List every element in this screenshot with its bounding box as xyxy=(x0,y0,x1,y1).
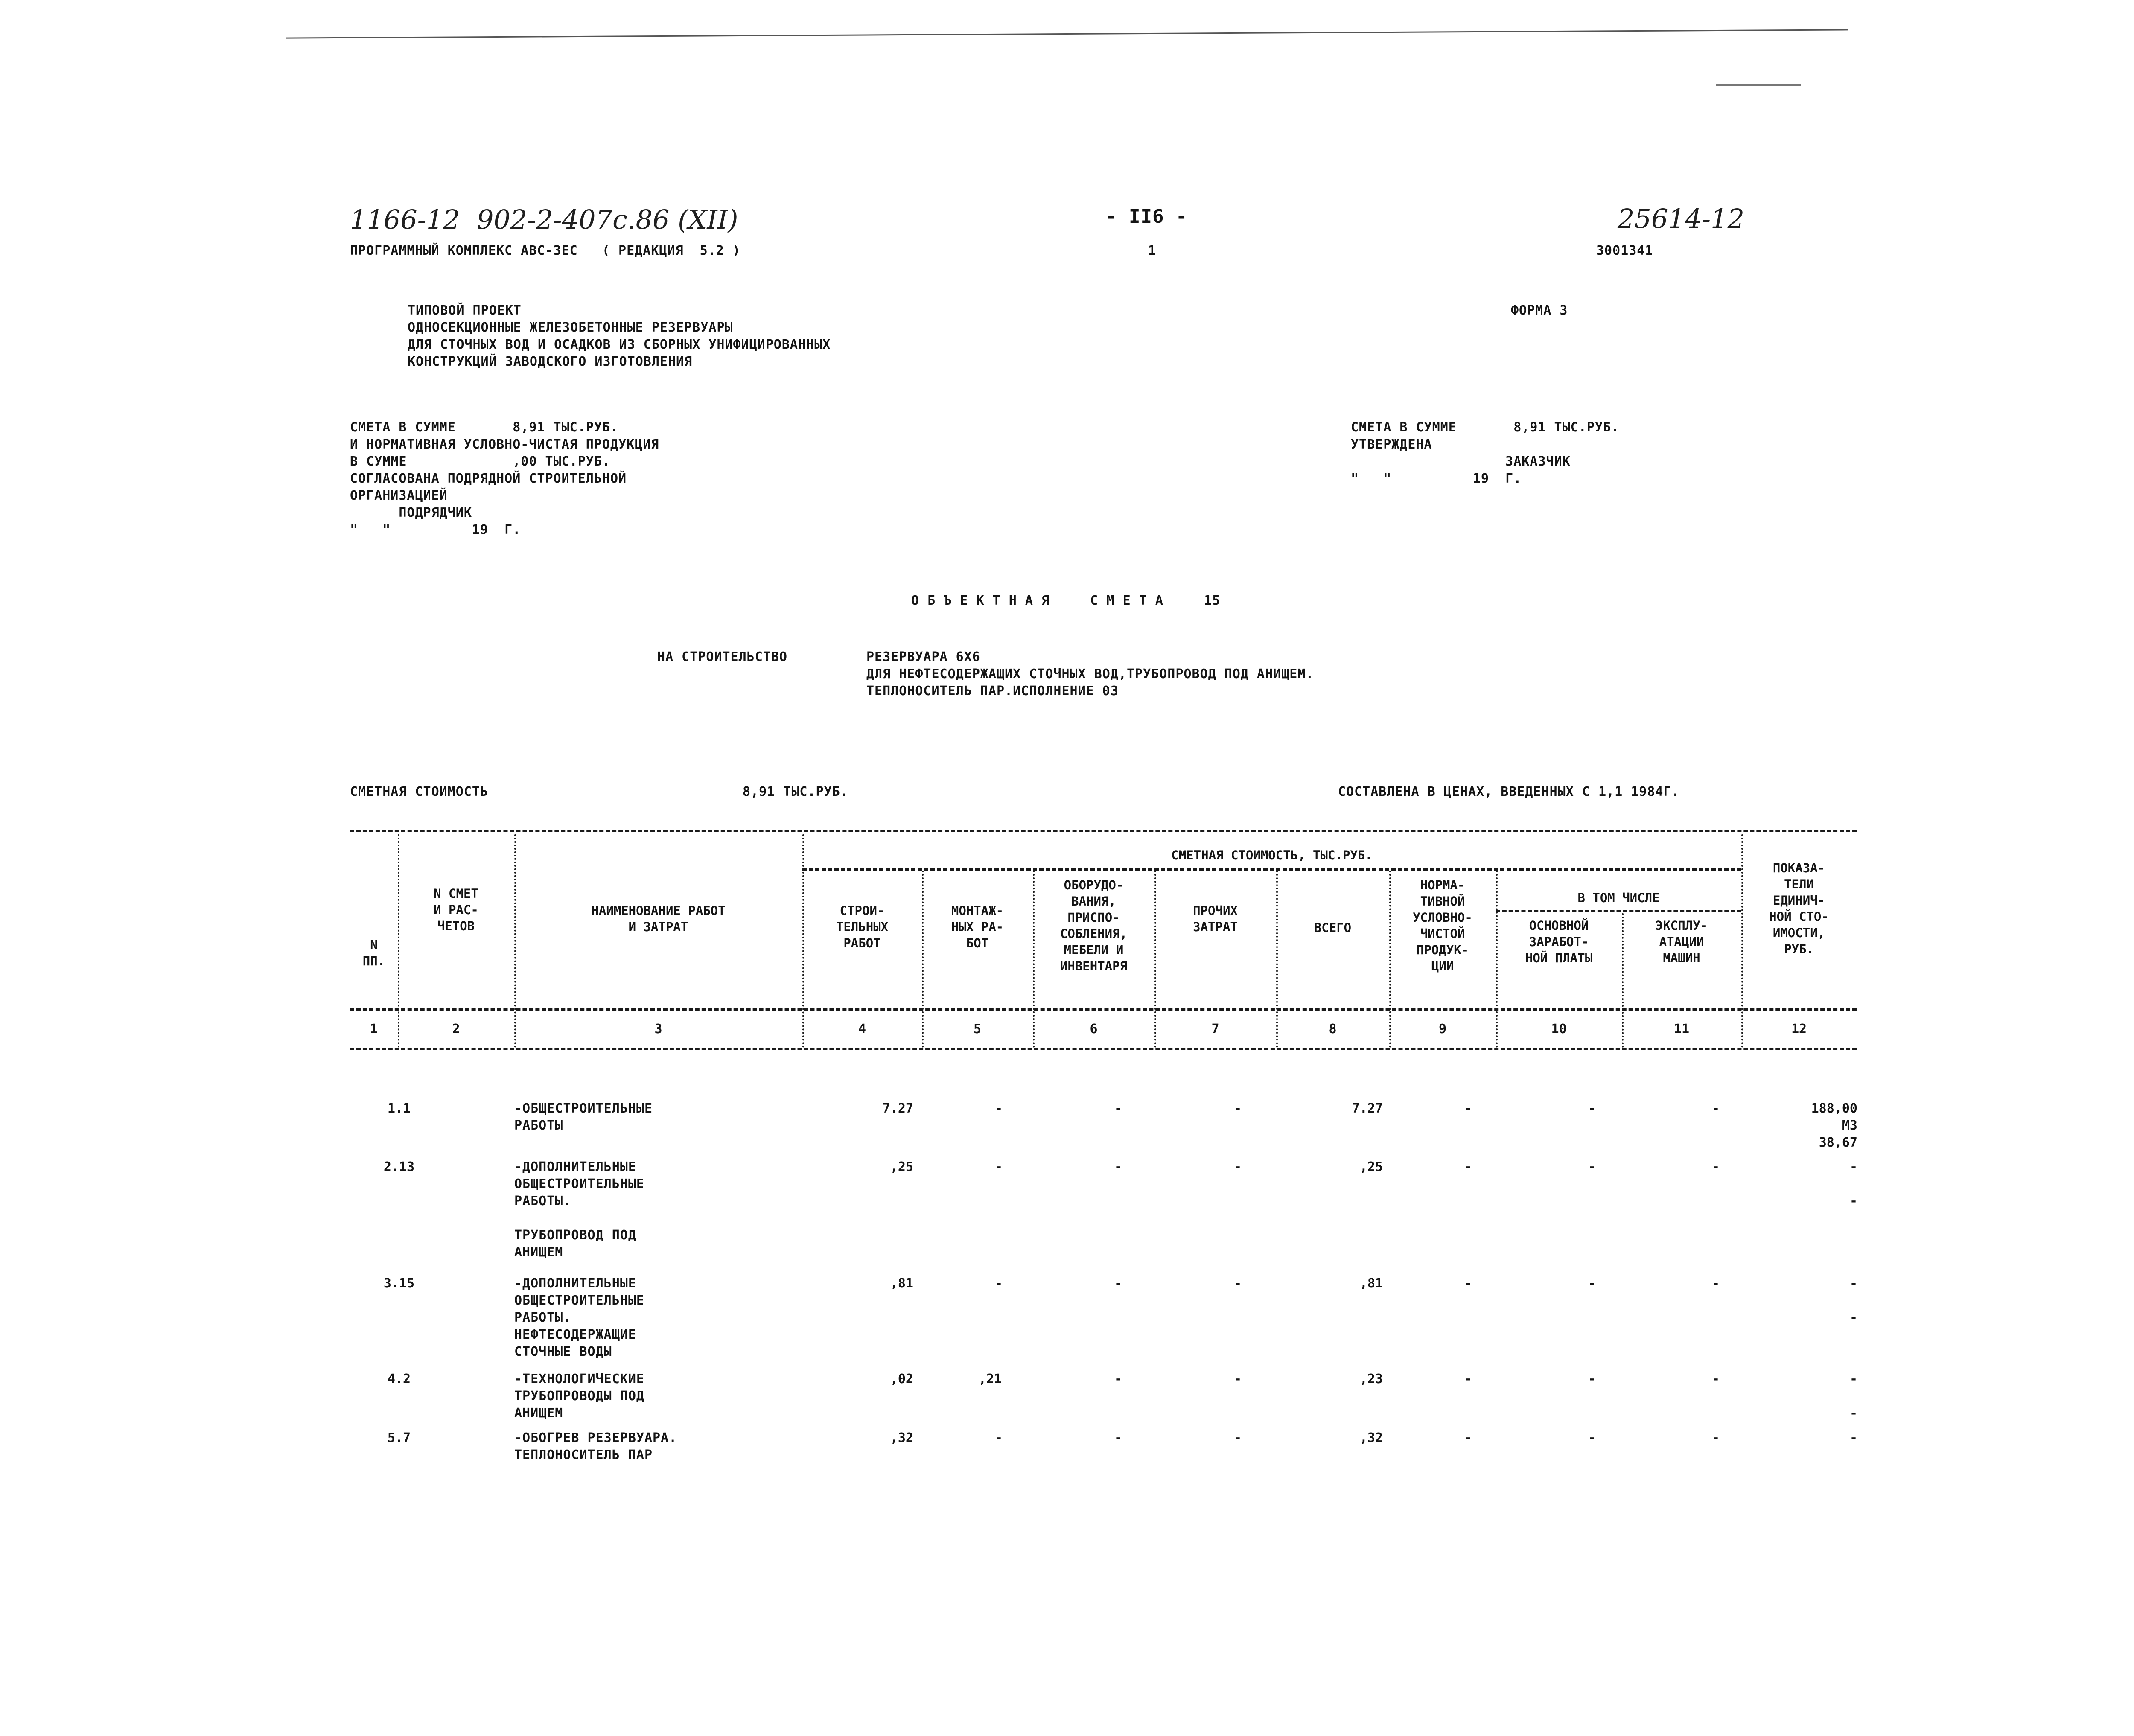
header-equipment: ОБОРУДО- ВАНИЯ, ПРИСПО- СОБЛЕНИЯ, МЕБЕЛИ И ИНВЕНТАРЯ xyxy=(1060,878,1128,973)
group-header: СМЕТНАЯ СТОИМОСТЬ, ТЫС.РУБ. xyxy=(1171,848,1373,862)
left-approval-block xyxy=(350,419,659,539)
project-line: ОДНОСЕКЦИОННЫЕ ЖЕЛЕЗОБЕТОННЫЕ РЕЗЕРВУАРЫ xyxy=(408,320,733,335)
row-net-product: - xyxy=(1464,1430,1472,1445)
row-basic-wage: - xyxy=(1588,1276,1596,1291)
row-machine-use: - xyxy=(1711,1372,1720,1386)
table-top-rule xyxy=(350,830,1857,832)
row-other: - xyxy=(1233,1276,1242,1291)
row-net-product: - xyxy=(1464,1372,1472,1386)
col-numbers-rule xyxy=(350,1048,1857,1050)
form-label: ФОРМА 3 xyxy=(1511,303,1568,318)
col-number: 5 xyxy=(973,1022,982,1037)
col-number: 9 xyxy=(1438,1022,1447,1037)
right-block-line: ЗАКАЗЧИК xyxy=(1351,454,1571,469)
row-basic-wage: - xyxy=(1588,1372,1596,1386)
header-basic-wage: ОСНОВНОЙ ЗАРАБОТ- НОЙ ПЛАТЫ xyxy=(1525,918,1593,965)
header-net-product: НОРМА- ТИВНОЙ УСЛОВНО- ЧИСТОЙ ПРОДУК- ЦИИ xyxy=(1413,878,1472,973)
handwritten-left-code: 1166-12 902-2-407с.86 (XII) xyxy=(350,204,738,235)
row-work-name: -ДОПОЛНИТЕЛЬНЫЕ ОБЩЕСТРОИТЕЛЬНЫЕ РАБОТЫ. ТРУБОПРОВОД ПОД АНИЩЕМ xyxy=(514,1159,644,1260)
prices-note: СОСТАВЛЕНА В ЦЕНАХ, ВВЕДЕННЫХ С 1,1 1984Г. xyxy=(1338,784,1680,799)
construction-label: НА СТРОИТЕЛЬСТВО xyxy=(657,650,787,664)
program-one: 1 xyxy=(1148,243,1157,258)
subject-line: ДЛЯ НЕФТЕСОДЕРЖАЩИХ СТОЧНЫХ ВОД,ТРУБОПРОВОД ПОД АНИЩЕМ. xyxy=(866,667,1314,682)
col-number: 10 xyxy=(1551,1022,1567,1037)
row-total: ,32 xyxy=(1359,1430,1383,1445)
header-construction: СТРОИ- ТЕЛЬНЫХ РАБОТ xyxy=(836,903,889,950)
header-row-number: N ПП. xyxy=(362,938,385,968)
row-installation: - xyxy=(994,1101,1003,1116)
row-unit-indicators: - - xyxy=(1849,1372,1857,1421)
row-installation: - xyxy=(994,1159,1003,1174)
row-installation: ,21 xyxy=(978,1372,1002,1386)
row-unit-indicators: - - xyxy=(1849,1276,1857,1325)
project-line: ТИПОВОЙ ПРОЕКТ xyxy=(408,303,522,318)
row-other: - xyxy=(1233,1430,1242,1445)
left-block-line: СМЕТА В СУММЕ 8,91 ТЫС.РУБ. xyxy=(350,420,619,435)
row-net-product: - xyxy=(1464,1159,1472,1174)
col-number: 2 xyxy=(452,1022,460,1037)
row-total: ,81 xyxy=(1359,1276,1383,1291)
col-number: 11 xyxy=(1673,1022,1690,1037)
header-total: ВСЕГО xyxy=(1314,920,1352,935)
row-other: - xyxy=(1233,1159,1242,1174)
header-unit-indicators: ПОКАЗА- ТЕЛИ ЕДИНИЧ- НОЙ СТО- ИМОСТИ, РУБ. xyxy=(1769,861,1829,956)
top-rule xyxy=(286,29,1848,38)
group-header-rule xyxy=(802,868,1741,871)
header-other: ПРОЧИХ ЗАТРАТ xyxy=(1193,903,1238,934)
row-installation: - xyxy=(994,1276,1003,1291)
col-number: 1 xyxy=(370,1022,378,1037)
row-work-name: -ТЕХНОЛОГИЧЕСКИЕ ТРУБОПРОВОДЫ ПОД АНИЩЕМ xyxy=(514,1372,644,1421)
right-approval-block xyxy=(1351,419,1619,487)
row-construction: ,32 xyxy=(890,1430,913,1445)
page-number: - II6 - xyxy=(1105,206,1188,227)
header-calc-number: N СМЕТ И РАС- ЧЕТОВ xyxy=(434,886,478,933)
row-machine-use: - xyxy=(1711,1276,1720,1291)
row-other: - xyxy=(1233,1101,1242,1116)
row-equipment: - xyxy=(1114,1101,1122,1116)
subject-line: ТЕПЛОНОСИТЕЛЬ ПАР.ИСПОЛНЕНИЕ 03 xyxy=(866,684,1119,699)
left-block-line: " " 19 Г. xyxy=(350,522,521,537)
col-number: 7 xyxy=(1211,1022,1219,1037)
estimated-cost-value: 8,91 ТЫС.РУБ. xyxy=(743,784,848,799)
estimated-cost-label: СМЕТНАЯ СТОИМОСТЬ xyxy=(350,784,489,799)
row-basic-wage: - xyxy=(1588,1101,1596,1116)
left-block-line: И НОРМАТИВНАЯ УСЛОВНО-ЧИСТАЯ ПРОДУКЦИЯ xyxy=(350,437,659,452)
row-work-name: -ОБЩЕСТРОИТЕЛЬНЫЕ РАБОТЫ xyxy=(514,1101,653,1133)
row-machine-use: - xyxy=(1711,1159,1720,1174)
row-construction: ,81 xyxy=(890,1276,913,1291)
row-calc-number: 5.7 xyxy=(387,1430,411,1445)
row-construction: ,02 xyxy=(890,1372,913,1386)
row-total: ,23 xyxy=(1359,1372,1383,1386)
row-unit-indicators: - xyxy=(1849,1430,1857,1445)
header-work-name: НАИМЕНОВАНИЕ РАБОТ И ЗАТРАТ xyxy=(591,903,726,934)
col-number: 3 xyxy=(654,1022,662,1037)
subgroup-header: В ТОМ ЧИСЛЕ xyxy=(1577,891,1660,905)
row-calc-number: 3.15 xyxy=(383,1276,415,1291)
row-machine-use: - xyxy=(1711,1430,1720,1445)
left-block-line: ОРГАНИЗАЦИЕЙ xyxy=(350,488,448,503)
header-machine-use: ЭКСПЛУ- АТАЦИИ МАШИН xyxy=(1655,918,1708,965)
row-calc-number: 1.1 xyxy=(387,1101,411,1116)
project-block xyxy=(408,302,831,370)
construction-subject xyxy=(866,649,1314,700)
row-machine-use: - xyxy=(1711,1101,1720,1116)
header-bottom-rule xyxy=(350,1008,1857,1011)
row-work-name: -ОБОГРЕВ РЕЗЕРВУАРА. ТЕПЛОНОСИТЕЛЬ ПАР xyxy=(514,1430,677,1462)
handwritten-right-code: 25614-12 xyxy=(1618,203,1745,234)
row-equipment: - xyxy=(1114,1159,1122,1174)
project-line: ДЛЯ СТОЧНЫХ ВОД И ОСАДКОВ ИЗ СБОРНЫХ УНИФИЦИРОВАННЫХ xyxy=(408,337,831,352)
col-number: 12 xyxy=(1791,1022,1807,1037)
right-block-line: УТВЕРЖДЕНА xyxy=(1351,437,1432,452)
sheet-code: 3001341 xyxy=(1596,243,1653,258)
row-unit-indicators: - - xyxy=(1849,1159,1857,1209)
row-equipment: - xyxy=(1114,1430,1122,1445)
row-work-name: -ДОПОЛНИТЕЛЬНЫЕ ОБЩЕСТРОИТЕЛЬНЫЕ РАБОТЫ. НЕФТЕСОДЕРЖАЩИЕ СТОЧНЫЕ ВОДЫ xyxy=(514,1276,644,1359)
row-construction: 7.27 xyxy=(882,1101,913,1116)
col-divider xyxy=(398,834,399,1048)
left-block-line: В СУММЕ ,00 ТЫС.РУБ. xyxy=(350,454,610,469)
program-line: ПРОГРАММНЫЙ КОМПЛЕКС АВС-3ЕС ( РЕДАКЦИЯ 5.2 ) xyxy=(350,243,740,258)
row-equipment: - xyxy=(1114,1276,1122,1291)
col-number: 4 xyxy=(858,1022,866,1037)
row-calc-number: 4.2 xyxy=(387,1372,411,1386)
row-calc-number: 2.13 xyxy=(383,1159,415,1174)
row-construction: ,25 xyxy=(890,1159,913,1174)
row-total: 7.27 xyxy=(1352,1101,1383,1116)
header-installation: МОНТАЖ- НЫХ РА- БОТ xyxy=(951,903,1004,950)
right-block-line: СМЕТА В СУММЕ 8,91 ТЫС.РУБ. xyxy=(1351,420,1620,435)
row-unit-indicators: 188,00 М3 38,67 xyxy=(1811,1101,1857,1150)
row-total: ,25 xyxy=(1359,1159,1383,1174)
left-block-line: ПОДРЯДЧИК xyxy=(350,505,472,520)
row-net-product: - xyxy=(1464,1101,1472,1116)
right-block-line: " " 19 Г. xyxy=(1351,471,1522,486)
row-net-product: - xyxy=(1464,1276,1472,1291)
col-number: 8 xyxy=(1329,1022,1337,1037)
row-other: - xyxy=(1233,1372,1242,1386)
left-block-line: СОГЛАСОВАНА ПОДРЯДНОЙ СТРОИТЕЛЬНОЙ xyxy=(350,471,627,486)
col-number: 6 xyxy=(1090,1022,1098,1037)
subject-line: РЕЗЕРВУАРА 6Х6 xyxy=(866,650,980,664)
row-basic-wage: - xyxy=(1588,1430,1596,1445)
subgroup-header-rule xyxy=(1496,910,1741,912)
project-line: КОНСТРУКЦИЙ ЗАВОДСКОГО ИЗГОТОВЛЕНИЯ xyxy=(408,354,693,369)
row-equipment: - xyxy=(1114,1372,1122,1386)
document-title: О Б Ъ Е К Т Н А Я С М Е Т А 15 xyxy=(911,593,1221,608)
row-basic-wage: - xyxy=(1588,1159,1596,1174)
col-divider xyxy=(514,834,516,1048)
top-right-dash xyxy=(1716,84,1801,86)
row-installation: - xyxy=(994,1430,1003,1445)
